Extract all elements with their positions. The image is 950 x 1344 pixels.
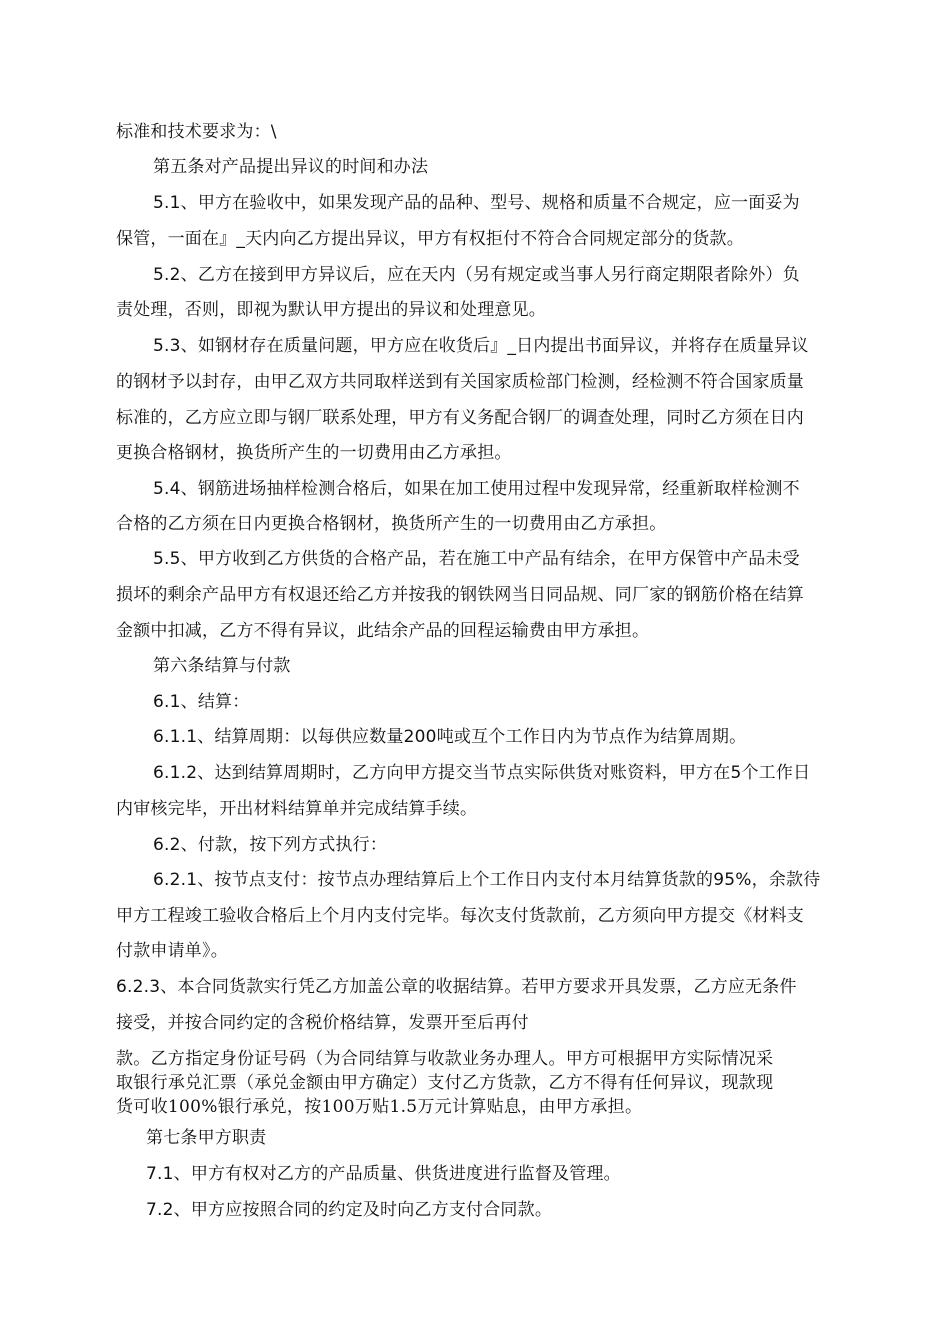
text-line: 5.4、钢筋进场抽样检测合格后，如果在加工使用过程中发现异常，经重新取样检测不 [153,479,800,499]
text-line: 的钢材予以封存，由甲乙双方共同取样送到有关国家质检部门检测，经检测不符合国家质量 [116,372,804,392]
text-line: 6.2.3、本合同货款实行凭乙方加盖公章的收据结算。若甲方要求开具发票，乙方应无条件 [116,977,797,997]
text-line: 7.1、甲方有权对乙方的产品质量、供货进度进行监督及管理。 [146,1164,621,1184]
text-line: 6.1.2、达到结算周期时，乙方向甲方提交当节点实际供货对账资料，甲方在5个工作日 [153,763,811,783]
text-line: 标准和技术要求为：\ [116,122,277,142]
text-line: 合格的乙方须在日内更换合格钢材，换货所产生的一切费用由乙方承担。 [116,514,667,534]
text-line: 6.2、付款，按下列方式执行： [153,835,388,855]
text-line: 货可收100%银行承兑，按100万贴1.5万元计算贴息，由甲方承担。 [116,1097,643,1117]
text-line: 6.1、结算： [153,692,250,712]
text-line: 责处理，否则，即视为默认甲方提出的异议和处理意见。 [116,300,546,320]
text-line: 甲方工程竣工验收合格后上个月内支付完毕。每次支付货款前，乙方须向甲方提交《材料支 [116,906,804,926]
text-line: 6.2.1、按节点支付：按节点办理结算后上个工作日内支付本月结算货款的95%，余款待 [153,870,821,890]
section-heading: 第五条对产品提出异议的时间和办法 [153,157,429,177]
text-line: 内审核完毕，开出材料结算单并完成结算手续。 [116,799,478,819]
text-line: 5.3、如钢材存在质量问题，甲方应在收货后』_日内提出书面异议，并将存在质量异议 [153,336,809,356]
text-line: 5.1、甲方在验收中，如果发现产品的品种、型号、规格和质量不合规定，应一面妥为 [153,193,800,213]
text-line: 保管，一面在』_天内向乙方提出异议，甲方有权拒付不符合合同规定部分的货款。 [116,229,744,249]
text-line: 5.5、甲方收到乙方供货的合格产品，若在施工中产品有结余，在甲方保管中产品未受 [153,549,800,569]
text-line: 更换合格钢材，换货所产生的一切费用由乙方承担。 [116,443,512,463]
text-line: 损坏的剩余产品甲方有权退还给乙方并按我的钢铁网当日同品规、同厂家的钢筋价格在结算 [116,585,804,605]
text-line: 款。乙方指定身份证号码（为合同结算与收款业务办理人。甲方可根据甲方实际情况采 [116,1049,774,1069]
text-line: 7.2、甲方应按照合同的约定及时向乙方支付合同款。 [146,1200,553,1220]
text-line: 接受，并按合同约定的含税价格结算，发票开至后再付 [116,1013,529,1033]
section-heading: 第六条结算与付款 [153,656,291,676]
text-line: 付款申请单》。 [116,941,228,961]
text-line: 金额中扣减，乙方不得有异议，此结余产品的回程运输费由甲方承担。 [116,621,650,641]
text-line: 取银行承兑汇票（承兑金额由甲方确定）支付乙方货款，乙方不得有任何异议，现款现 [116,1073,774,1093]
text-line: 6.1.1、结算周期：以每供应数量200吨或互个工作日内为节点作为结算周期。 [153,727,747,747]
text-line: 5.2、乙方在接到甲方异议后，应在天内（另有规定或当事人另行商定期限者除外）负 [153,265,800,285]
text-line: 标准的，乙方应立即与钢厂联系处理，甲方有义务配合钢厂的调查处理，同时乙方须在日内 [116,408,804,428]
section-heading: 第七条甲方职责 [146,1128,267,1148]
